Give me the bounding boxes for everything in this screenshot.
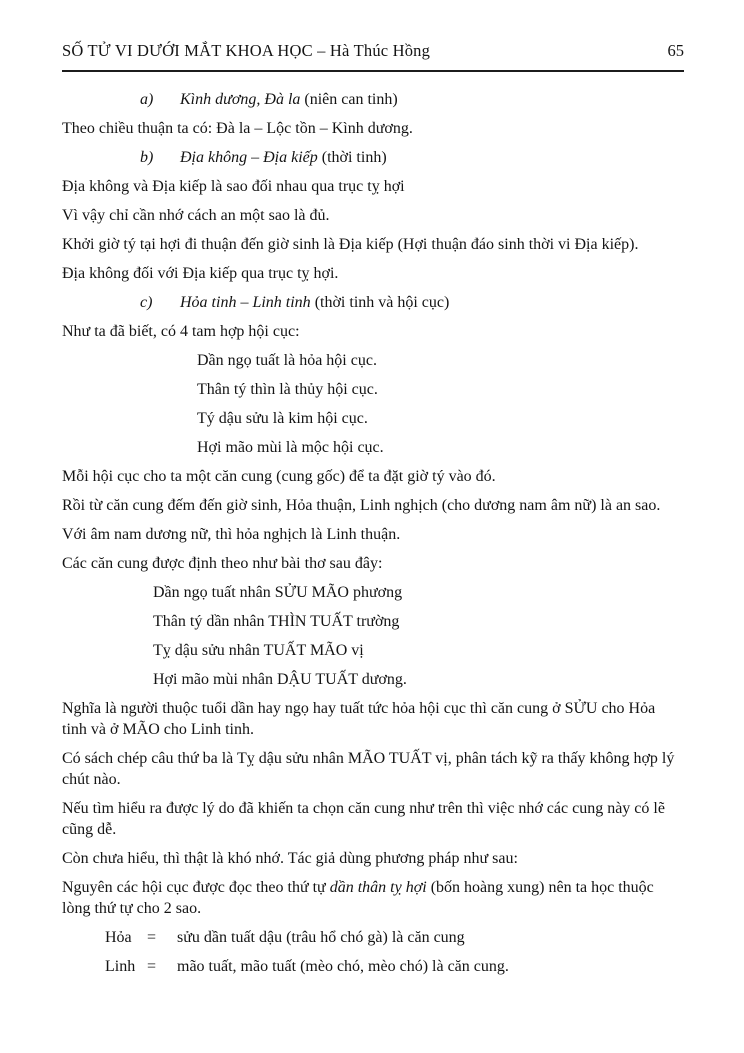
section-note: (niên can tinh)	[304, 91, 398, 108]
running-title: SỐ TỬ VI DƯỚI MẮT KHOA HỌC – Hà Thúc Hồng	[62, 41, 431, 60]
section-heading-c	[62, 292, 684, 313]
definition-row	[62, 927, 684, 948]
page-number: 65	[667, 41, 684, 60]
section-note: (thời tinh và hội cục)	[314, 294, 450, 311]
paragraph: Với âm nam dương nữ, thì hỏa nghịch là Linh thuận.	[62, 526, 401, 543]
page-content	[62, 89, 684, 977]
section-title: Kình dương, Đà la	[180, 91, 301, 108]
definition-text: mão tuất, mão tuất (mèo chó, mèo chó) là căn cung.	[177, 958, 509, 975]
equals-sign: =	[147, 958, 157, 975]
paragraph: Vì vậy chỉ cần nhớ cách an một sao là đủ.	[62, 207, 330, 224]
poem-line: Dần ngọ tuất nhân SỬU MÃO phương	[153, 584, 403, 601]
paragraph: Theo chiều thuận ta có: Đà la – Lộc tồn – Kình dương.	[62, 120, 413, 137]
poem-line: Tỵ dậu sửu nhân TUẤT MÃO vị	[153, 642, 364, 659]
section-title: Hỏa tinh – Linh tinh	[180, 294, 311, 311]
method-text-suffix: (bốn hoàng xung) nên ta học thuộc lòng thứ tự cho 2 sao.	[62, 879, 654, 917]
poem-line: Hợi mão mùi nhân DẬU TUẤT dương.	[153, 671, 407, 688]
definition-term: Linh	[105, 958, 136, 975]
section-heading-a	[62, 89, 684, 110]
method-text-italic: dần thân tỵ hợi	[329, 879, 427, 896]
cuc-list-item: Thân tý thìn là thủy hội cục.	[197, 381, 378, 398]
equals-sign: =	[147, 929, 157, 946]
section-label: a)	[140, 91, 154, 108]
definition-term: Hỏa	[105, 929, 132, 946]
paragraph: Nếu tìm hiểu ra được lý do đã khiến ta chọn căn cung như trên thì việc nhớ các cung này có lẽ cũng dễ.	[62, 800, 665, 838]
paragraph: Nghĩa là người thuộc tuổi dần hay ngọ hay tuất tức hỏa hội cục thì căn cung ở SỬU cho Hỏa tinh và ở MÃO cho Linh tinh.	[62, 700, 656, 738]
section-note: (thời tinh)	[321, 149, 387, 166]
paragraph: Khởi giờ tý tại hợi đi thuận đến giờ sinh là Địa kiếp (Hợi thuận đáo sinh thời vi Địa kiếp).	[62, 236, 639, 253]
paragraph: Các căn cung được định theo như bài thơ sau đây:	[62, 555, 383, 572]
section-heading-b	[62, 147, 684, 168]
paragraph: Rồi từ căn cung đếm đến giờ sinh, Hỏa thuận, Linh nghịch (cho dương nam âm nữ) là an sao.	[62, 497, 661, 514]
paragraph: Địa không và Địa kiếp là sao đối nhau qua trục tỵ hợi	[62, 178, 405, 195]
section-label: c)	[140, 294, 153, 311]
poem-line: Thân tý dần nhân THÌN TUẤT trường	[153, 613, 400, 630]
page-header	[62, 40, 684, 72]
cuc-list-item: Hợi mão mùi là mộc hội cục.	[197, 439, 384, 456]
definition-row	[62, 956, 684, 977]
definition-text: sửu dần tuất dậu (trâu hổ chó gà) là căn cung	[177, 929, 465, 946]
paragraph: Như ta đã biết, có 4 tam hợp hội cục:	[62, 323, 300, 340]
paragraph: Địa không đối với Địa kiếp qua trục tỵ hợi.	[62, 265, 339, 282]
cuc-list-item: Tý dậu sửu là kim hội cục.	[197, 410, 368, 427]
cuc-list-item: Dần ngọ tuất là hỏa hội cục.	[197, 352, 377, 369]
paragraph: Có sách chép câu thứ ba là Tỵ dậu sửu nhân MÃO TUẤT vị, phân tách kỹ ra thấy không hợp lý chút nào.	[62, 750, 675, 788]
section-label: b)	[140, 149, 154, 166]
section-title: Địa không – Địa kiếp	[180, 149, 318, 166]
paragraph-with-italic	[62, 877, 684, 919]
method-text-prefix: Nguyên các hội cục được đọc theo thứ tự	[62, 879, 330, 896]
paragraph: Còn chưa hiểu, thì thật là khó nhớ. Tác giả dùng phương pháp như sau:	[62, 850, 518, 867]
paragraph: Mỗi hội cục cho ta một căn cung (cung gốc) để ta đặt giờ tý vào đó.	[62, 468, 496, 485]
